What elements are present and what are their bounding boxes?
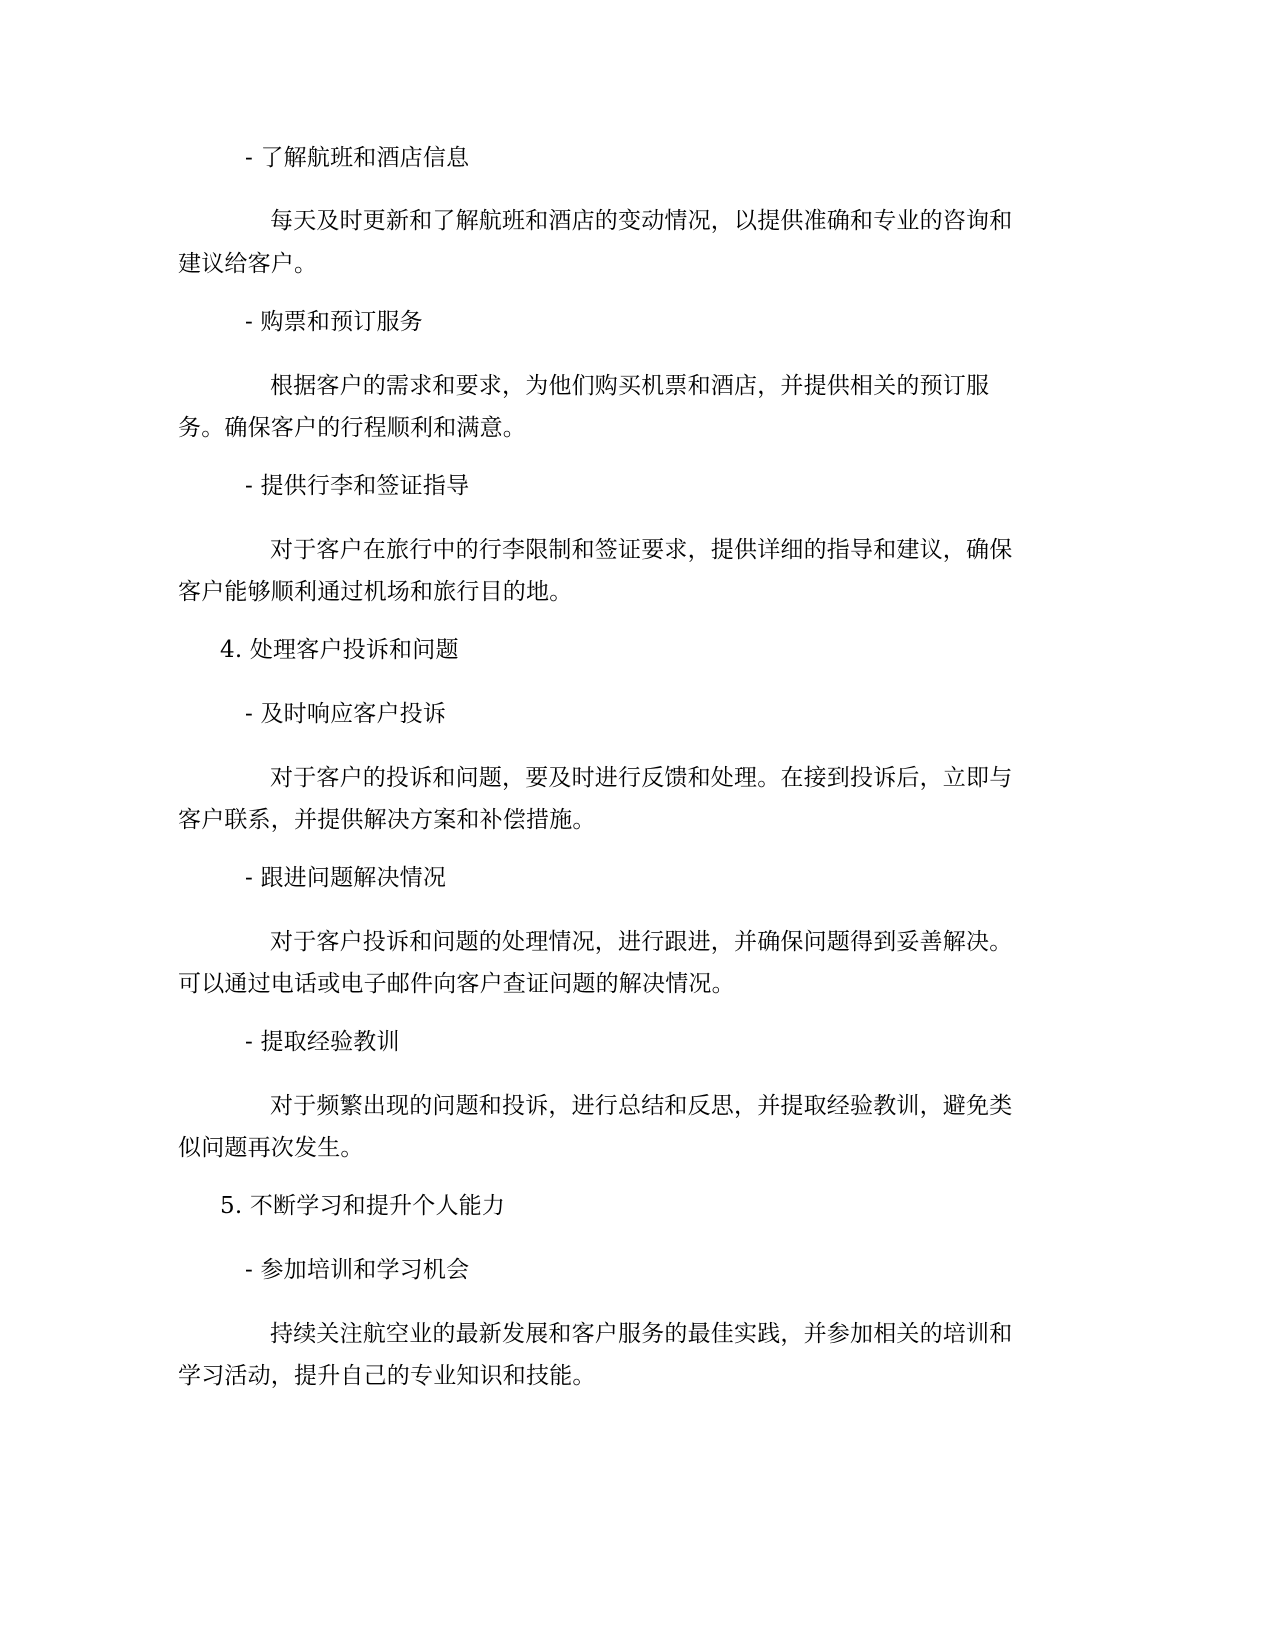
section-heading-4: 4. 处理客户投诉和问题 <box>220 637 459 663</box>
paragraph-line: 对于客户在旅行中的行李限制和签证要求，提供详细的指导和建议，确保 <box>270 537 1013 563</box>
subheading-flight-hotel-info: - 了解航班和酒店信息 <box>245 145 470 171</box>
paragraph-line: 客户能够顺利通过机场和旅行目的地。 <box>178 579 573 605</box>
paragraph-line: 务。确保客户的行程顺利和满意。 <box>178 415 526 441</box>
paragraph-line: 持续关注航空业的最新发展和客户服务的最佳实践，并参加相关的培训和 <box>270 1321 1013 1347</box>
paragraph-line: 建议给客户。 <box>178 251 318 277</box>
paragraph-line: 对于客户投诉和问题的处理情况，进行跟进，并确保问题得到妥善解决。 <box>270 929 1013 955</box>
paragraph-line: 对于频繁出现的问题和投诉，进行总结和反思，并提取经验教训，避免类 <box>270 1093 1013 1119</box>
subheading-training: - 参加培训和学习机会 <box>245 1257 470 1283</box>
subheading-respond-complaints: - 及时响应客户投诉 <box>245 701 447 727</box>
paragraph-line: 客户联系，并提供解决方案和补偿措施。 <box>178 807 596 833</box>
paragraph-line: 每天及时更新和了解航班和酒店的变动情况，以提供准确和专业的咨询和 <box>270 208 1013 234</box>
subheading-lessons: - 提取经验教训 <box>245 1029 400 1055</box>
subheading-follow-up: - 跟进问题解决情况 <box>245 865 447 891</box>
paragraph-line: 对于客户的投诉和问题，要及时进行反馈和处理。在接到投诉后，立即与 <box>270 765 1013 791</box>
subheading-baggage-visa: - 提供行李和签证指导 <box>245 473 470 499</box>
paragraph-line: 学习活动，提升自己的专业知识和技能。 <box>178 1363 596 1389</box>
paragraph-line: 根据客户的需求和要求，为他们购买机票和酒店，并提供相关的预订服 <box>270 373 990 399</box>
paragraph-line: 似问题再次发生。 <box>178 1135 364 1161</box>
subheading-ticketing-booking: - 购票和预订服务 <box>245 309 423 335</box>
paragraph-line: 可以通过电话或电子邮件向客户查证问题的解决情况。 <box>178 971 735 997</box>
section-heading-5: 5. 不断学习和提升个人能力 <box>220 1193 506 1219</box>
